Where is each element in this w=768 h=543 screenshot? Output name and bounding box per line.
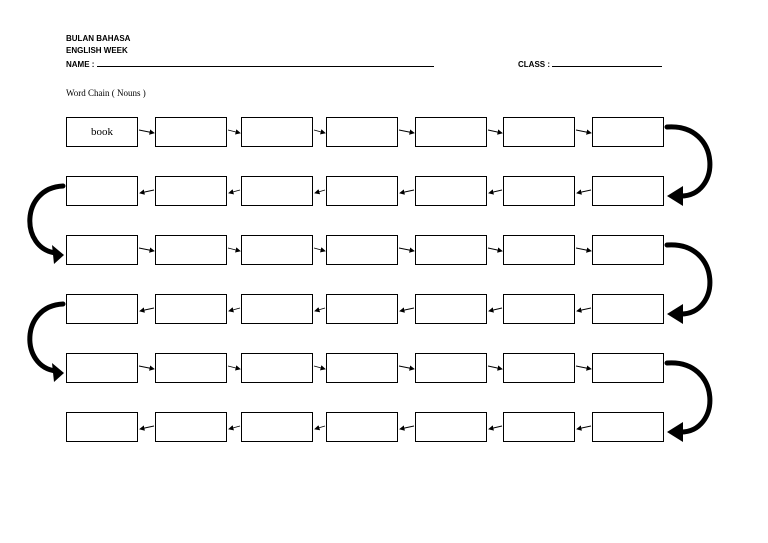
- class-label: CLASS :: [518, 60, 550, 69]
- turn-arrow: [667, 363, 710, 442]
- word-box[interactable]: [415, 235, 487, 265]
- turn-arrow: [667, 127, 710, 206]
- word-box[interactable]: [503, 353, 575, 383]
- name-label: NAME :: [66, 60, 95, 69]
- word-box[interactable]: [155, 412, 227, 442]
- chain-arrow: [228, 248, 240, 251]
- word-box[interactable]: [592, 117, 664, 147]
- chain-arrow: [315, 308, 325, 311]
- word-box[interactable]: [241, 412, 313, 442]
- word-box[interactable]: [241, 235, 313, 265]
- chain-arrow: [139, 130, 154, 133]
- worksheet-title: Word Chain ( Nouns ): [66, 88, 146, 98]
- word-box[interactable]: [66, 176, 138, 206]
- chain-arrow: [576, 248, 591, 251]
- chain-arrow: [228, 366, 240, 369]
- word-box[interactable]: [326, 117, 398, 147]
- chain-arrow: [400, 426, 414, 429]
- chain-arrow: [488, 366, 502, 369]
- word-box[interactable]: [415, 117, 487, 147]
- chain-arrow: [140, 190, 154, 193]
- word-box[interactable]: [326, 235, 398, 265]
- chain-arrow: [399, 130, 414, 133]
- word-box[interactable]: [241, 176, 313, 206]
- word-box[interactable]: [326, 412, 398, 442]
- word-box[interactable]: [503, 176, 575, 206]
- chain-arrow: [488, 130, 502, 133]
- chain-arrow: [140, 308, 154, 311]
- header-line-1: BULAN BAHASA: [66, 34, 131, 43]
- turn-arrow: [30, 304, 64, 382]
- word-box[interactable]: [155, 235, 227, 265]
- word-box[interactable]: [415, 176, 487, 206]
- word-box[interactable]: [415, 412, 487, 442]
- word-box[interactable]: book: [66, 117, 138, 147]
- word-box[interactable]: [503, 117, 575, 147]
- chain-arrow: [229, 190, 240, 193]
- header-line-2: ENGLISH WEEK: [66, 46, 128, 55]
- chain-arrow: [400, 308, 414, 311]
- chain-arrow: [229, 426, 240, 429]
- word-box[interactable]: [503, 294, 575, 324]
- chain-arrow: [577, 190, 591, 193]
- chain-arrow: [139, 248, 154, 251]
- chain-arrow: [314, 248, 325, 251]
- word-box[interactable]: [66, 294, 138, 324]
- chain-arrow: [315, 190, 325, 193]
- chain-arrow: [399, 248, 414, 251]
- chain-arrow: [489, 426, 502, 429]
- word-box[interactable]: [592, 353, 664, 383]
- word-box[interactable]: [155, 117, 227, 147]
- word-box[interactable]: [241, 294, 313, 324]
- word-box[interactable]: [592, 176, 664, 206]
- chain-arrow: [576, 366, 591, 369]
- word-box[interactable]: [155, 294, 227, 324]
- word-box[interactable]: [66, 353, 138, 383]
- word-box[interactable]: [66, 235, 138, 265]
- word-box[interactable]: [66, 412, 138, 442]
- chain-arrow: [399, 366, 414, 369]
- word-box[interactable]: [326, 176, 398, 206]
- word-box[interactable]: [326, 353, 398, 383]
- chain-arrow: [314, 130, 325, 133]
- word-box[interactable]: [155, 353, 227, 383]
- word-box[interactable]: [503, 412, 575, 442]
- word-box[interactable]: [155, 176, 227, 206]
- chain-arrow: [314, 366, 325, 369]
- word-box[interactable]: [592, 235, 664, 265]
- word-box[interactable]: [241, 353, 313, 383]
- word-box[interactable]: [592, 412, 664, 442]
- chain-arrow: [315, 426, 325, 429]
- chain-arrow: [577, 308, 591, 311]
- turn-arrow: [667, 245, 710, 324]
- chain-arrow: [489, 308, 502, 311]
- chain-arrow: [229, 308, 240, 311]
- chain-arrow: [489, 190, 502, 193]
- word-box[interactable]: [415, 294, 487, 324]
- word-box[interactable]: [415, 353, 487, 383]
- chain-arrow: [577, 426, 591, 429]
- chain-arrow: [576, 130, 591, 133]
- word-box[interactable]: [241, 117, 313, 147]
- word-box[interactable]: [592, 294, 664, 324]
- word-box[interactable]: [326, 294, 398, 324]
- turn-arrow: [30, 186, 64, 264]
- chain-arrow: [139, 366, 154, 369]
- chain-arrow: [488, 248, 502, 251]
- chain-arrow: [400, 190, 414, 193]
- word-box[interactable]: [503, 235, 575, 265]
- chain-arrow: [140, 426, 154, 429]
- chain-arrow: [228, 130, 240, 133]
